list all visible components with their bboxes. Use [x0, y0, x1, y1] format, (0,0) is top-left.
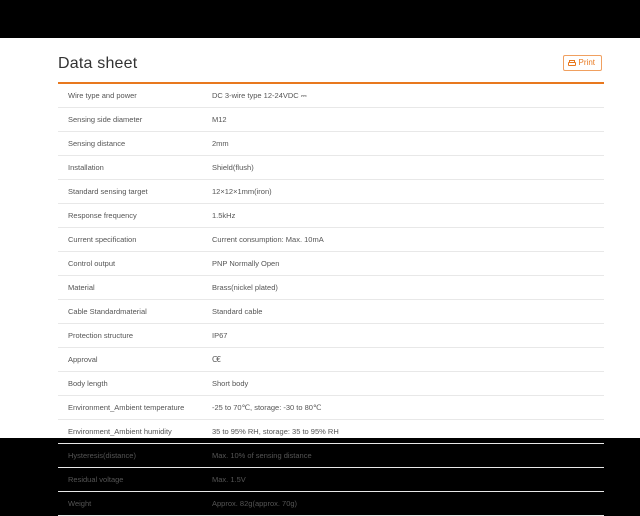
row-label: Residual voltage [68, 475, 124, 484]
page-title: Data sheet [58, 55, 138, 72]
row-value: IP67 [212, 331, 228, 340]
table-row [58, 276, 604, 300]
row-label: Hysteresis(distance) [68, 451, 136, 460]
row-value: M12 [212, 115, 227, 124]
print-button-label: Print [578, 58, 595, 67]
table-row [58, 108, 604, 132]
table-row [58, 180, 604, 204]
spec-table-body [58, 83, 604, 516]
table-row [58, 324, 604, 348]
row-label: Environment_Ambient humidity [68, 427, 172, 436]
row-value: Max. 1.5V [212, 475, 246, 484]
table-row [58, 300, 604, 324]
letterbox-top [0, 0, 640, 38]
row-value: Brass(nickel plated) [212, 283, 278, 292]
table-row [58, 83, 604, 108]
table-row [58, 156, 604, 180]
row-value: Standard cable [212, 307, 263, 316]
row-label: Sensing distance [68, 139, 126, 148]
row-label: Body length [68, 379, 108, 388]
row-label: Installation [68, 163, 104, 172]
print-button[interactable] [563, 55, 602, 71]
table-row [58, 396, 604, 420]
printer-icon [568, 60, 576, 67]
row-value: 1.5kHz [212, 211, 236, 220]
row-label: Control output [68, 259, 116, 268]
spec-table [58, 82, 604, 516]
row-label: Cable Standardmaterial [68, 307, 147, 316]
row-value: Current consumption: Max. 10mA [212, 235, 324, 244]
row-value: Shield(flush) [212, 163, 254, 172]
row-value: -25 to 70℃, storage: -30 to 80℃ [212, 403, 322, 412]
row-label: Response frequency [68, 211, 137, 220]
table-row [58, 132, 604, 156]
row-value: 35 to 95% RH, storage: 35 to 95% RH [212, 427, 339, 436]
row-label: Material [68, 283, 95, 292]
row-value: 2mm [212, 139, 229, 148]
table-row [58, 420, 604, 444]
row-value: DC 3-wire type 12-24VDC ⎓ [212, 91, 307, 100]
spec-table-wrapper [0, 74, 640, 516]
table-row [58, 348, 604, 372]
row-value: Approx. 82g(approx. 70g) [212, 499, 298, 508]
table-row [58, 444, 604, 468]
row-label: Current specification [68, 235, 137, 244]
table-row [58, 252, 604, 276]
row-value: Short body [212, 379, 249, 388]
table-row [58, 492, 604, 516]
row-label: Environment_Ambient temperature [68, 403, 185, 412]
table-row [58, 228, 604, 252]
row-value: Max. 10% of sensing distance [212, 451, 312, 460]
row-value: PNP Normally Open [212, 259, 280, 268]
row-label: Sensing side diameter [68, 115, 143, 124]
row-value-approval: C€ [212, 355, 221, 364]
row-label: Approval [68, 355, 98, 364]
row-label: Standard sensing target [68, 187, 148, 196]
row-label: Wire type and power [68, 91, 137, 100]
table-row [58, 372, 604, 396]
table-row [58, 468, 604, 492]
row-label: Protection structure [68, 331, 134, 340]
row-value: 12×12×1mm(iron) [212, 187, 272, 196]
datasheet-page [0, 38, 640, 508]
table-row [58, 204, 604, 228]
row-label: Weight [68, 499, 92, 508]
page-header [0, 38, 640, 74]
